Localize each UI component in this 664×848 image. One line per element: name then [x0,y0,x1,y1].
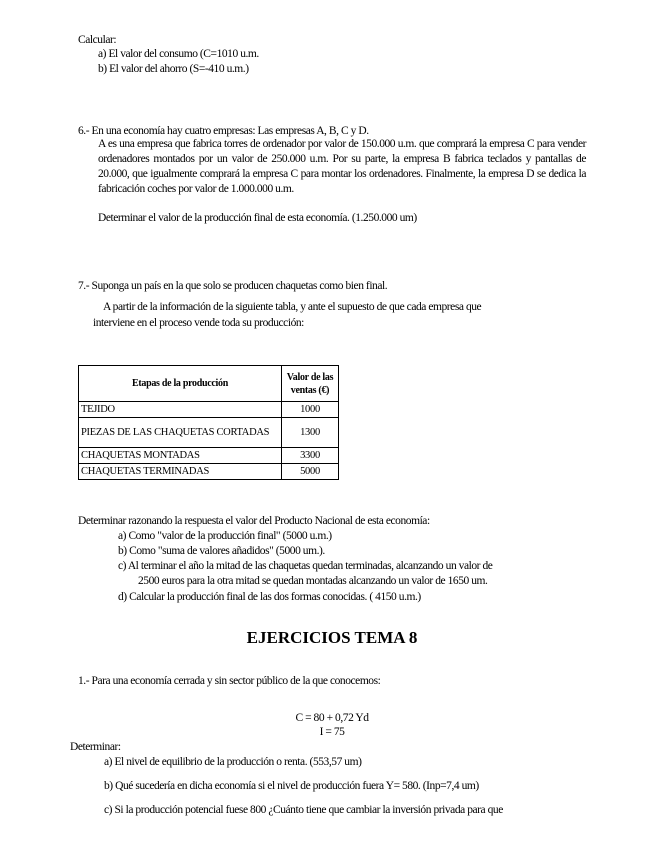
stage-cell: CHAQUETAS MONTADAS [79,448,282,464]
header-value-line2: ventas (€) [290,384,330,396]
table-row [79,448,339,464]
exercise-7-title: 7.- Suponga un país en la que solo se producen chaquetas como bien final. [78,280,388,292]
exercise-7-item-b: b) Como "suma de valores añadidos" (5000 um.). [118,545,325,557]
stage-cell: PIEZAS DE LAS CHAQUETAS CORTADAS [79,418,282,448]
table-row [79,402,339,418]
determinar-label: Determinar: [70,741,121,753]
header-value-line1: Valor de las [286,371,334,383]
table-row [79,418,339,448]
exercise-7-question: Determinar razonando la respuesta el valor del Producto Nacional de esta economía: [78,515,430,527]
table-header-row [79,366,339,402]
exercise-7-item-c-line1: c) Al terminar el año la mitad de las chaquetas quedan terminadas, alcanzando un valor de [118,560,493,572]
value-cell: 1000 [282,402,339,418]
value-cell: 3300 [282,448,339,464]
equation-consumption: C = 80 + 0,72 Yd [295,712,369,724]
calc-item-a: a) El valor del consumo (C=1010 u.m. [98,48,259,60]
equation-investment: I = 75 [319,726,345,738]
table-row [79,464,339,480]
exercise-7-intro-line1: A partir de la información de la siguiente tabla, y ante el supuesto de que cada empresa que [103,301,482,313]
tema8-exercise-1-title: 1.- Para una economía cerrada y sin sector público de la que conocemos: [78,675,381,687]
value-cell: 1300 [282,418,339,448]
stage-cell: CHAQUETAS TERMINADAS [79,464,282,480]
value-cell: 5000 [282,464,339,480]
header-value [282,366,339,402]
exercise-6-body: A es una empresa que fabrica torres de ordenador por valor de 150.000 u.m. que comprará la empresa C para vender ordenadores montados por un valor de 250.000 u.m. Por su parte, la empresa B fabrica teclados y pantallas de 20.000, que igualmente comprará la empresa C para montar los ordenadores. Finalmente, la empresa D se dedica la fabricación coches por valor de 1.000.000 u.m. [98,138,586,195]
calc-item-b: b) El valor del ahorro (S=-410 u.m.) [98,63,249,75]
exercise-7-intro-line2: interviene en el proceso vende toda su producción: [93,317,304,329]
section-title: EJERCICIOS TEMA 8 [246,628,418,647]
production-stages-table [78,365,339,480]
tema8-item-c: c) Si la producción potencial fuese 800 ¿Cuánto tiene que cambiar la inversión privada para que [104,804,503,816]
header-stage: Etapas de la producción [79,366,282,402]
calc-heading: Calcular: [78,34,117,46]
tema8-item-b: b) Qué sucedería en dicha economía si el nivel de producción fuera Y= 580. (Inp=7,4 um) [104,780,479,792]
exercise-6-question: Determinar el valor de la producción final de esta economía. (1.250.000 um) [98,212,417,224]
exercise-7-item-d: d) Calcular la producción final de las dos formas conocidas. ( 4150 u.m.) [118,591,421,603]
exercise-7-item-a: a) Como "valor de la producción final" (5000 u.m.) [118,530,332,542]
tema8-item-a: a) El nivel de equilibrio de la producción o renta. (553,57 um) [104,756,362,768]
stage-cell: TEJIDO [79,402,282,418]
exercise-6-title: 6.- En una economía hay cuatro empresas: Las empresas A, B, C y D. [78,125,369,137]
exercise-7-item-c-line2: 2500 euros para la otra mitad se quedan montadas alcanzando un valor de 1650 um. [138,575,488,587]
